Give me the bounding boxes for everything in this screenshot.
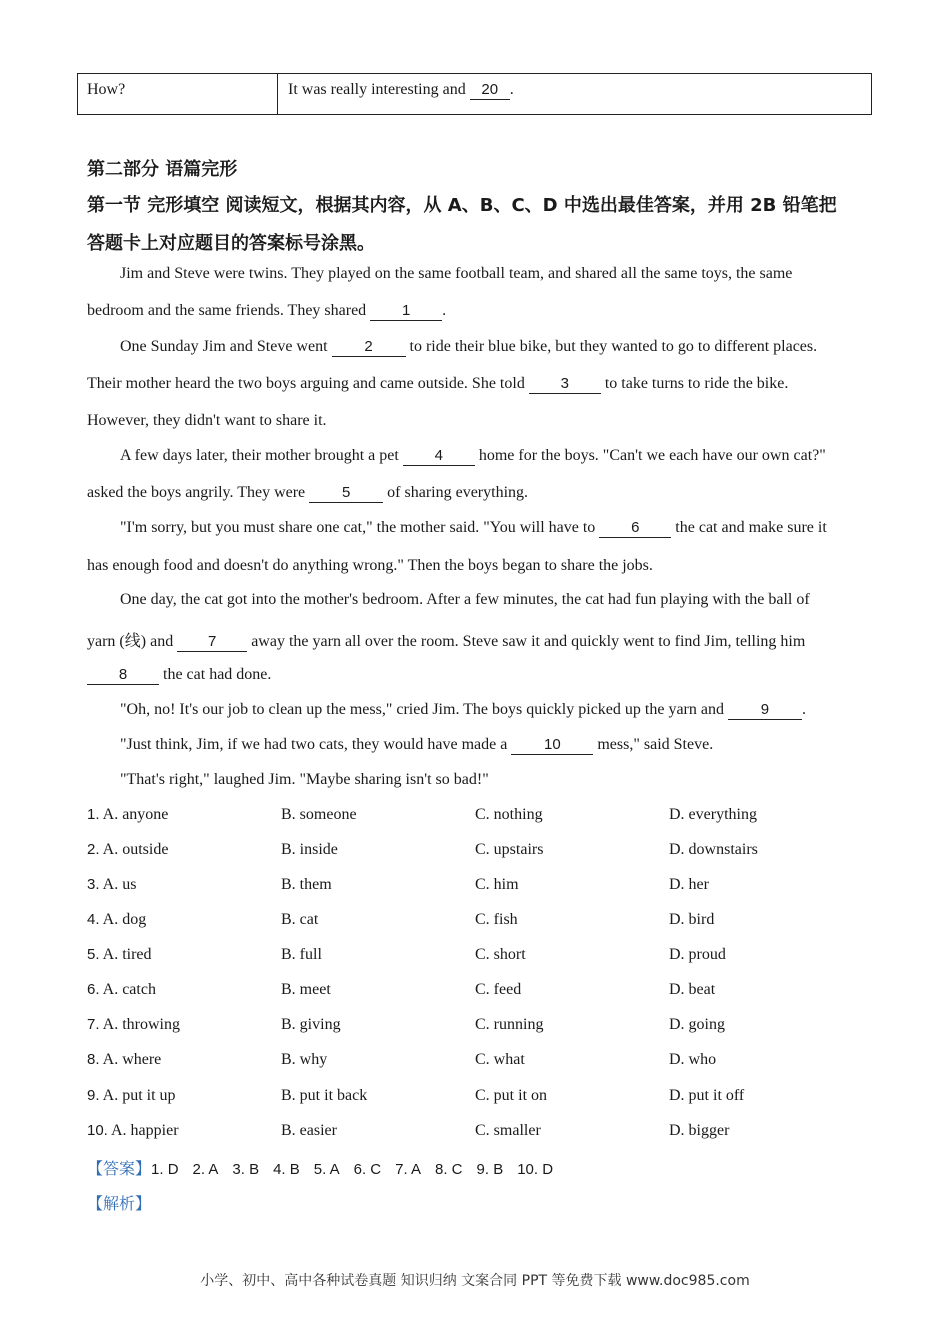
table-text: It was really interesting and bbox=[288, 81, 466, 98]
answer-item: 3. B bbox=[232, 1161, 260, 1178]
passage-text: of sharing everything. bbox=[387, 484, 529, 501]
option-b bbox=[281, 1016, 341, 1034]
answer-item: 8. C bbox=[435, 1161, 463, 1178]
option-text: C. put it on bbox=[475, 1087, 548, 1104]
blank-1: 1 bbox=[370, 302, 442, 321]
passage-line bbox=[120, 701, 806, 720]
blank-7: 7 bbox=[177, 633, 247, 652]
option-text: A. dog bbox=[102, 911, 147, 928]
instruction-line-2: 答题卡上对应题目的答案标号涂黑。 bbox=[87, 233, 375, 254]
option-b bbox=[281, 1051, 327, 1069]
blank-5: 5 bbox=[309, 484, 383, 503]
option-d bbox=[669, 841, 758, 859]
option-c bbox=[475, 1122, 541, 1140]
passage-line: has enough food and doesn't do anything wrong." Then the boys began to share the jobs. bbox=[87, 557, 653, 574]
option-a bbox=[87, 946, 152, 964]
passage-line: However, they didn't want to share it. bbox=[87, 412, 327, 429]
option-text: A. where bbox=[102, 1051, 162, 1068]
option-row bbox=[87, 1016, 867, 1038]
option-b bbox=[281, 806, 357, 824]
option-a bbox=[87, 876, 136, 894]
option-text: B. inside bbox=[281, 841, 338, 858]
option-text: D. put it off bbox=[669, 1087, 745, 1104]
option-a bbox=[87, 1122, 179, 1140]
option-text: A. put it up bbox=[102, 1087, 176, 1104]
answer-item: 6. C bbox=[353, 1161, 382, 1178]
passage-text: asked the boys angrily. They were bbox=[87, 484, 306, 501]
option-text: D. her bbox=[669, 876, 709, 893]
option-c bbox=[475, 1016, 543, 1034]
option-row bbox=[87, 1087, 867, 1109]
option-text: D. proud bbox=[669, 946, 726, 963]
option-text: C. him bbox=[475, 876, 519, 893]
answer-item: 4. B bbox=[273, 1161, 300, 1178]
option-d bbox=[669, 946, 726, 964]
passage-text: to take turns to ride the bike. bbox=[604, 375, 789, 392]
option-text: D. bigger bbox=[669, 1122, 730, 1139]
option-text: B. someone bbox=[281, 806, 357, 823]
answer-item: 1. D bbox=[151, 1161, 179, 1178]
option-a bbox=[87, 1016, 180, 1034]
option-text: A. happier bbox=[110, 1122, 179, 1139]
answer-line bbox=[87, 1156, 567, 1179]
passage-text: "I'm sorry, but you must share one cat," the mother said. "You will have to bbox=[120, 519, 596, 536]
blank-20: 20 bbox=[470, 81, 510, 100]
answer-item: 2. A bbox=[192, 1161, 219, 1178]
option-c bbox=[475, 911, 518, 929]
question-number: 7. bbox=[87, 1016, 100, 1033]
blank-10: 10 bbox=[511, 736, 593, 755]
option-b bbox=[281, 841, 338, 859]
option-a bbox=[87, 806, 168, 824]
option-text: B. them bbox=[281, 876, 332, 893]
option-text: C. nothing bbox=[475, 806, 543, 823]
option-row bbox=[87, 911, 867, 933]
option-row bbox=[87, 981, 867, 1003]
instruction-line-1: 第一节 完形填空 阅读短文，根据其内容，从 A、B、C、D 中选出最佳答案，并用 2B 铅笔把 bbox=[87, 195, 837, 216]
option-c bbox=[475, 841, 543, 859]
passage-line bbox=[120, 338, 817, 357]
option-text: D. everything bbox=[669, 806, 757, 823]
blank-6: 6 bbox=[599, 519, 671, 538]
option-row bbox=[87, 946, 867, 968]
question-number: 3. bbox=[87, 876, 100, 893]
answer-item: 5. A bbox=[313, 1161, 340, 1178]
passage-text: the cat and make sure it bbox=[675, 519, 827, 536]
option-row bbox=[87, 806, 867, 828]
option-text: C. feed bbox=[475, 981, 522, 998]
option-text: D. bird bbox=[669, 911, 715, 928]
option-text: B. full bbox=[281, 946, 322, 963]
option-c bbox=[475, 1051, 525, 1069]
passage-line bbox=[87, 628, 805, 652]
option-a bbox=[87, 981, 156, 999]
question-number: 6. bbox=[87, 981, 100, 998]
passage-text: One Sunday Jim and Steve went bbox=[120, 338, 328, 355]
option-text: A. tired bbox=[102, 946, 152, 963]
passage-line bbox=[120, 736, 713, 755]
option-text: C. fish bbox=[475, 911, 518, 928]
option-b bbox=[281, 981, 331, 999]
passage-text: "Oh, no! It's our job to clean up the mess," cried Jim. The boys quickly picked up the yarn and bbox=[120, 701, 724, 718]
passage-line bbox=[87, 302, 446, 321]
passage-line: One day, the cat got into the mother's bedroom. After a few minutes, the cat had fun playing with the ball of bbox=[120, 591, 810, 608]
option-row bbox=[87, 876, 867, 898]
option-text: B. easier bbox=[281, 1122, 337, 1139]
option-text: A. anyone bbox=[102, 806, 169, 823]
option-d bbox=[669, 981, 715, 999]
option-text: C. running bbox=[475, 1016, 544, 1033]
option-text: D. downstairs bbox=[669, 841, 758, 858]
passage-text: mess," said Steve. bbox=[597, 736, 714, 753]
option-b bbox=[281, 1087, 367, 1105]
option-row bbox=[87, 1122, 867, 1144]
option-text: B. giving bbox=[281, 1016, 341, 1033]
option-text: D. who bbox=[669, 1051, 717, 1068]
summary-table bbox=[77, 73, 872, 115]
option-text: B. cat bbox=[281, 911, 319, 928]
blank-2: 2 bbox=[332, 338, 406, 357]
option-d bbox=[669, 1122, 729, 1140]
answer-item: 10. D bbox=[517, 1161, 554, 1178]
question-number: 8. bbox=[87, 1051, 100, 1068]
passage-text: the cat had done. bbox=[163, 666, 272, 683]
option-text: C. what bbox=[475, 1051, 525, 1068]
option-a bbox=[87, 911, 146, 929]
option-a bbox=[87, 1051, 161, 1069]
option-text: D. going bbox=[669, 1016, 725, 1033]
question-number: 2. bbox=[87, 841, 100, 858]
blank-4: 4 bbox=[403, 447, 475, 466]
passage-text: to ride their blue bike, but they wanted to go to different places. bbox=[409, 338, 818, 355]
question-number: 4. bbox=[87, 911, 100, 928]
passage-text: A few days later, their mother brought a pet bbox=[120, 447, 399, 464]
option-c bbox=[475, 981, 521, 999]
option-text: A. throwing bbox=[102, 1016, 180, 1033]
table-period: . bbox=[509, 81, 514, 98]
passage-line bbox=[87, 484, 528, 503]
passage-text: yarn (线) and bbox=[87, 633, 174, 650]
analysis-label: 【解析】 bbox=[87, 1194, 152, 1213]
option-c bbox=[475, 946, 526, 964]
analysis-line bbox=[87, 1191, 151, 1214]
answer-label: 【答案】 bbox=[87, 1159, 152, 1178]
part-title: 第二部分 语篇完形 bbox=[87, 159, 238, 180]
passage-line bbox=[87, 375, 788, 394]
passage-line bbox=[120, 519, 827, 538]
passage-line bbox=[120, 447, 826, 466]
passage-line bbox=[87, 666, 271, 685]
option-b bbox=[281, 1122, 337, 1140]
option-a bbox=[87, 841, 168, 859]
option-text: C. smaller bbox=[475, 1122, 541, 1139]
question-number: 9. bbox=[87, 1087, 100, 1104]
question-number: 10. bbox=[87, 1122, 108, 1139]
passage-text: Their mother heard the two boys arguing and came outside. She told bbox=[87, 375, 525, 392]
option-b bbox=[281, 911, 318, 929]
table-row-content bbox=[278, 74, 871, 114]
option-row bbox=[87, 841, 867, 863]
option-a bbox=[87, 1087, 176, 1105]
blank-3: 3 bbox=[529, 375, 601, 394]
option-text: A. outside bbox=[102, 841, 169, 858]
option-c bbox=[475, 1087, 547, 1105]
option-b bbox=[281, 946, 322, 964]
option-d bbox=[669, 1087, 744, 1105]
option-text: A. us bbox=[102, 876, 137, 893]
passage-text: "Just think, Jim, if we had two cats, they would have made a bbox=[120, 736, 508, 753]
option-d bbox=[669, 1016, 725, 1034]
footer-text: 小学、初中、高中各种试卷真题 知识归纳 文案合同 PPT 等免费下载 www.doc985.com bbox=[200, 1273, 750, 1289]
option-b bbox=[281, 876, 332, 894]
option-c bbox=[475, 806, 543, 824]
option-text: C. upstairs bbox=[475, 841, 544, 858]
option-text: B. put it back bbox=[281, 1087, 368, 1104]
option-text: B. why bbox=[281, 1051, 328, 1068]
blank-9: 9 bbox=[728, 701, 802, 720]
option-row bbox=[87, 1051, 867, 1073]
question-number: 5. bbox=[87, 946, 100, 963]
passage-line: Jim and Steve were twins. They played on the same football team, and shared all the same toys, the same bbox=[120, 265, 793, 282]
passage-text: bedroom and the same friends. They shared bbox=[87, 302, 367, 319]
blank-8: 8 bbox=[87, 666, 159, 685]
option-text: B. meet bbox=[281, 981, 331, 998]
option-text: A. catch bbox=[102, 981, 156, 998]
answer-item: 9. B bbox=[476, 1161, 504, 1178]
table-row-label: How? bbox=[78, 74, 278, 114]
option-c bbox=[475, 876, 519, 894]
option-d bbox=[669, 806, 757, 824]
passage-text: away the yarn all over the room. Steve saw it and quickly went to find Jim, telling him bbox=[251, 633, 806, 650]
answer-item: 7. A bbox=[395, 1161, 421, 1178]
option-d bbox=[669, 1051, 716, 1069]
answer-items bbox=[151, 1161, 567, 1178]
option-text: D. beat bbox=[669, 981, 716, 998]
passage-line: "That's right," laughed Jim. "Maybe sharing isn't so bad!" bbox=[120, 771, 489, 788]
passage-text: home for the boys. "Can't we each have our own cat?" bbox=[478, 447, 826, 464]
question-number: 1. bbox=[87, 806, 100, 823]
passage-text: . bbox=[801, 701, 806, 718]
passage-text: . bbox=[442, 302, 447, 319]
option-d bbox=[669, 876, 709, 894]
option-d bbox=[669, 911, 714, 929]
option-text: C. short bbox=[475, 946, 526, 963]
